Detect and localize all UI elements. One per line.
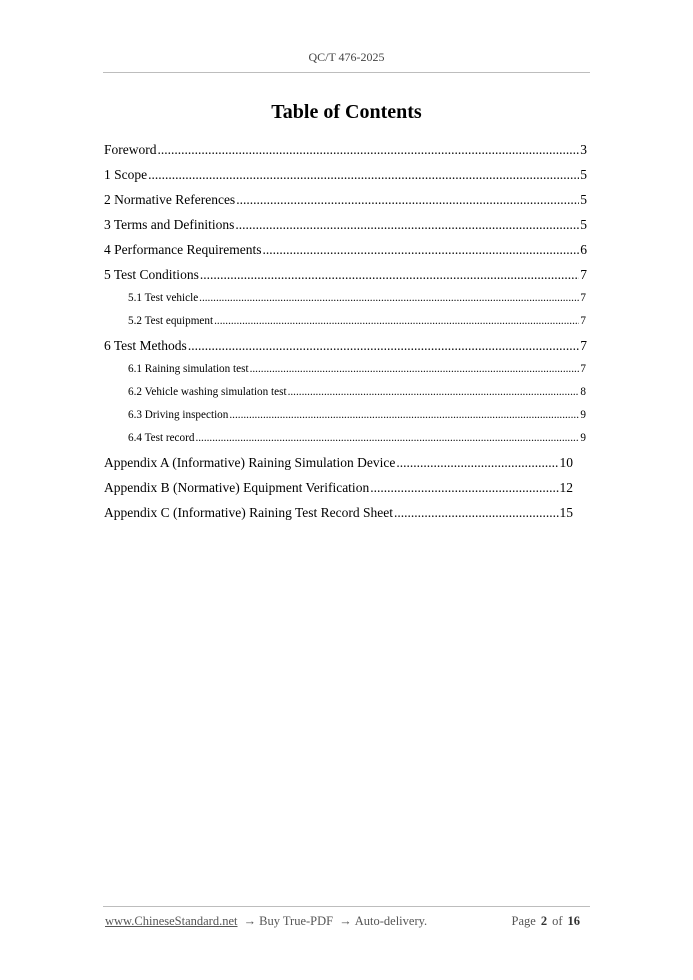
toc-entry-page: 7 [580,292,586,304]
arrow-right-icon: → [243,914,257,928]
toc-entry-page: 7 [580,267,587,282]
page-indicator [512,914,585,929]
toc-entry-label: Appendix C (Informative) Raining Test Record Sheet [104,505,393,520]
toc-dot-leader [158,137,580,162]
toc-title: Table of Contents [271,101,422,123]
toc-entry-page: 9 [580,409,586,421]
table-of-contents [104,137,587,525]
toc-entry-performance-requirements[interactable] [104,237,587,262]
toc-entry-test-record[interactable] [104,427,587,450]
toc-dot-leader [262,237,579,262]
toc-entry-page: 12 [559,480,573,495]
toc-entry-page: 15 [559,505,573,520]
toc-entry-label: 5.1 Test vehicle [128,292,199,304]
toc-entry-label: 5.2 Test equipment [128,315,214,327]
toc-entry-appendix-a[interactable] [104,450,587,475]
toc-entry-appendix-b[interactable] [104,475,587,500]
toc-entry-label: Appendix A (Informative) Raining Simulation Device [104,455,396,470]
toc-dot-leader [195,427,579,450]
toc-entry-label: 1 Scope [104,167,148,182]
toc-entry-test-vehicle[interactable] [104,287,587,310]
toc-entry-test-methods[interactable] [104,333,587,358]
toc-entry-raining-simulation-test[interactable] [104,358,587,381]
toc-entry-label: 4 Performance Requirements [104,242,262,257]
toc-dot-leader [229,404,579,427]
toc-entry-label: 6.3 Driving inspection [128,409,229,421]
toc-entry-label: 6.2 Vehicle washing simulation test [128,386,287,398]
toc-entry-page: 10 [559,455,573,470]
toc-dot-leader [188,333,579,358]
toc-entry-page: 9 [580,432,586,444]
toc-dot-leader [235,212,579,237]
toc-dot-leader [288,381,580,404]
website-link[interactable]: www.ChineseStandard.net [105,914,238,928]
toc-entry-scope[interactable] [104,162,587,187]
toc-entry-page: 3 [580,142,587,157]
header-doc-id: QC/T 476-2025 [308,50,385,64]
current-page-number: 2 [540,914,548,928]
toc-entry-label: 3 Terms and Definitions [104,217,235,232]
auto-delivery-text: Auto-delivery. [354,914,428,928]
buy-true-pdf-text: Buy True-PDF [259,914,334,928]
toc-dot-leader [236,187,579,212]
toc-entry-foreword[interactable] [104,137,587,162]
toc-entry-terms-definitions[interactable] [104,212,587,237]
toc-dot-leader [199,287,579,310]
toc-dot-leader [370,475,558,500]
toc-entry-page: 5 [580,192,587,207]
toc-entry-page: 6 [580,242,587,257]
toc-dot-leader [394,500,559,525]
header-divider [103,72,590,73]
toc-entry-page: 7 [580,315,586,327]
toc-entry-label: Appendix B (Normative) Equipment Verification [104,480,370,495]
toc-entry-vehicle-washing-test[interactable] [104,381,587,404]
total-pages-number: 16 [567,914,580,928]
toc-dot-leader [148,162,579,187]
toc-dot-leader [200,262,579,287]
toc-entry-normative-references[interactable] [104,187,587,212]
toc-dot-leader [396,450,558,475]
toc-entry-label: 6.4 Test record [128,432,195,444]
toc-entry-label: 2 Normative References [104,192,236,207]
toc-entry-label: 6.1 Raining simulation test [128,363,249,375]
toc-entry-test-equipment[interactable] [104,310,587,333]
toc-entry-page: 8 [580,386,586,398]
toc-dot-leader [250,358,580,381]
footer-divider [103,906,590,907]
toc-entry-page: 7 [580,363,586,375]
arrow-right-icon: → [339,914,352,928]
of-word: of [552,914,563,928]
toc-entry-test-conditions[interactable] [104,262,587,287]
toc-entry-page: 5 [580,217,587,232]
page-footer [105,914,585,929]
toc-entry-page: 5 [580,167,587,182]
toc-entry-driving-inspection[interactable] [104,404,587,427]
toc-dot-leader [214,310,579,333]
toc-entry-appendix-c[interactable] [104,500,587,525]
toc-entry-label: Foreword [104,142,157,157]
toc-entry-page: 7 [580,338,587,353]
page-word: Page [511,914,536,928]
footer-promo [105,914,427,929]
toc-entry-label: 6 Test Methods [104,338,187,353]
toc-entry-label: 5 Test Conditions [104,267,199,282]
